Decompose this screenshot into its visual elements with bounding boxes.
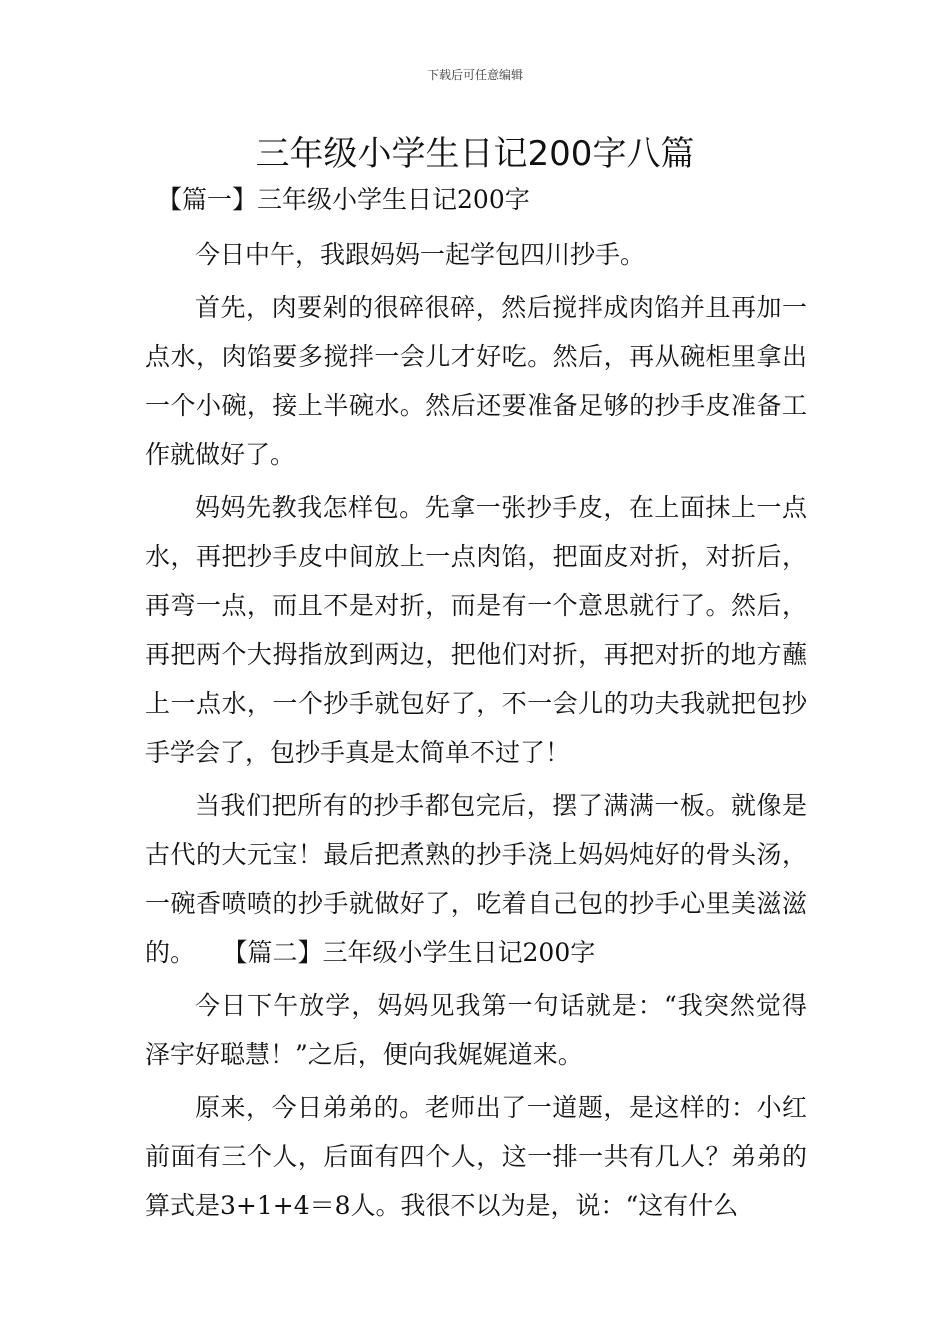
header-note: 下载后可任意编辑 <box>426 68 523 82</box>
paragraph: 妈妈先教我怎样包。先拿一张抄手皮，在上面抹上一点水，再把抄手皮中间放上一点肉馅，把面皮对折，对折后，再弯一点，而且不是对折，而是有一个意思就行了。然后，再把两个大拇指放到两边，把他们对折，再把对折的地方蘸上一点水，一个抄手就包好了，不一会儿的功夫我就把包抄手学会了，包抄手真是太简单不过了！ <box>145 493 807 767</box>
document-title: 三年级小学生日记200字八篇 <box>255 134 695 174</box>
paragraph-text: 当我们把所有的抄手都包完后，摆了满满一板。就像是古代的大元宝！最后把煮熟的抄手浇上妈妈炖好的骨头汤，一碗香喷喷的抄手就做好了，吃着自己包的抄手心里美滋滋的。 <box>145 791 807 967</box>
section-heading-1: 【篇一】三年级小学生日记200字 <box>157 185 530 214</box>
document-body <box>145 178 807 1234</box>
paragraph: 今日中午，我跟妈妈一起学包四川抄手。 <box>195 240 646 269</box>
section-heading-2: 【篇二】三年级小学生日记200字 <box>235 938 596 967</box>
paragraph: 首先，肉要剁的很碎很碎，然后搅拌成肉馅并且再加一点水，肉馅要多搅拌一会儿才好吃。然后，再从碗柜里拿出一个小碗，接上半碗水。然后还要准备足够的抄手皮准备工作就做好了。 <box>145 293 807 469</box>
paragraph: 今日下午放学，妈妈见我第一句话就是：“我突然觉得泽宇好聪慧！”之后，便向我娓娓道来。 <box>145 991 807 1069</box>
paragraph: 原来，今日弟弟的。老师出了一道题，是这样的：小红前面有三个人，后面有四个人，这一排一共有几人？弟弟的算式是3+1+4＝8人。我很不以为是，说：“这有什么 <box>145 1093 807 1220</box>
paragraph-with-inline-heading <box>145 781 807 977</box>
